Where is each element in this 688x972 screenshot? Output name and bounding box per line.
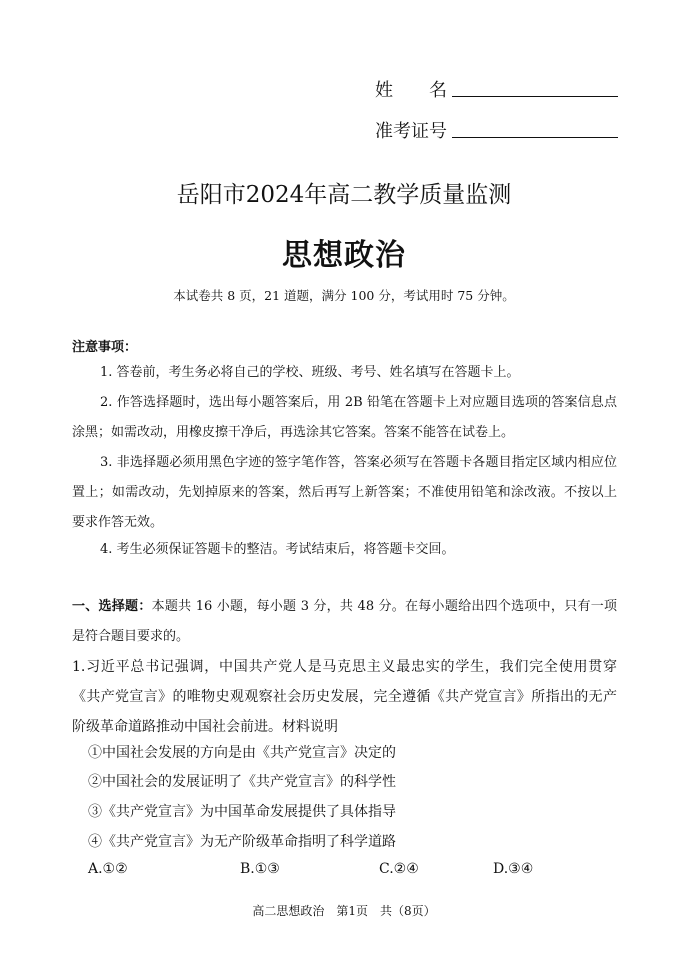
section1-instruction: 本题共 16 小题，每小题 3 分，共 48 分。在每小题给出四个选项中，只有一项是符合题目要求的。 <box>72 599 617 644</box>
section1-header <box>72 592 617 652</box>
option-c: C.②④ <box>379 861 419 877</box>
exam-id-label: 准考证号 <box>375 121 447 142</box>
subject-title: 思想政治 <box>282 238 406 273</box>
name-label: 姓 名 <box>375 80 447 101</box>
statement-4: ④《共产党宣言》为无产阶级革命指明了科学道路 <box>88 834 396 850</box>
exam-info: 本试卷共 8 页，21 道题，满分 100 分，考试用时 75 分钟。 <box>173 288 515 303</box>
notice-heading: 注意事项： <box>72 340 138 355</box>
notice-item-2: 2. 作答选择题时，选出每小题答案后，用 2B 铅笔在答题卡上对应题目选项的答案信息点涂黑；如需改动，用橡皮擦干净后，再选涂其它答案。答案不能答在试卷上。 <box>72 395 617 440</box>
statement-2: ②中国社会的发展证明了《共产党宣言》的科学性 <box>88 774 396 790</box>
name-field-line <box>452 96 618 97</box>
statement-3: ③《共产党宣言》为中国革命发展提供了具体指导 <box>88 804 396 820</box>
page-footer: 高二思想政治 第1页 共（8页） <box>252 904 436 918</box>
notice-item-4: 4. 考生必须保证答题卡的整洁。考试结束后，将答题卡交回。 <box>100 542 455 557</box>
section1-label: 一、选择题： <box>72 599 152 614</box>
statement-1: ①中国社会发展的方向是由《共产党宣言》决定的 <box>88 745 396 761</box>
exam-title: 岳阳市2024年高二教学质量监测 <box>176 182 512 208</box>
exam-id-field-line <box>452 137 618 138</box>
option-b: B.①③ <box>240 861 280 877</box>
notice-item-3: 3. 非选择题必须用黑色字迹的签字笔作答，答案必须写在答题卡各题目指定区域内相应位置上；如需改动，先划掉原来的答案，然后再写上新答案；不准使用铅笔和涂改液。不按以上要求作答无效。 <box>72 455 617 530</box>
option-a: A.①② <box>88 861 128 877</box>
notice-item-1: 1. 答卷前，考生务必将自己的学校、班级、考号、姓名填写在答题卡上。 <box>100 365 520 380</box>
option-d: D.③④ <box>493 861 534 877</box>
question1-stem: 1.习近平总书记强调，中国共产党人是马克思主义最忠实的学生，我们完全使用贯穿《共产党宣言》的唯物史观观察社会历史发展，完全遵循《共产党宣言》所指出的无产阶级革命道路推动中国社会前进。材料说明 <box>72 659 617 735</box>
